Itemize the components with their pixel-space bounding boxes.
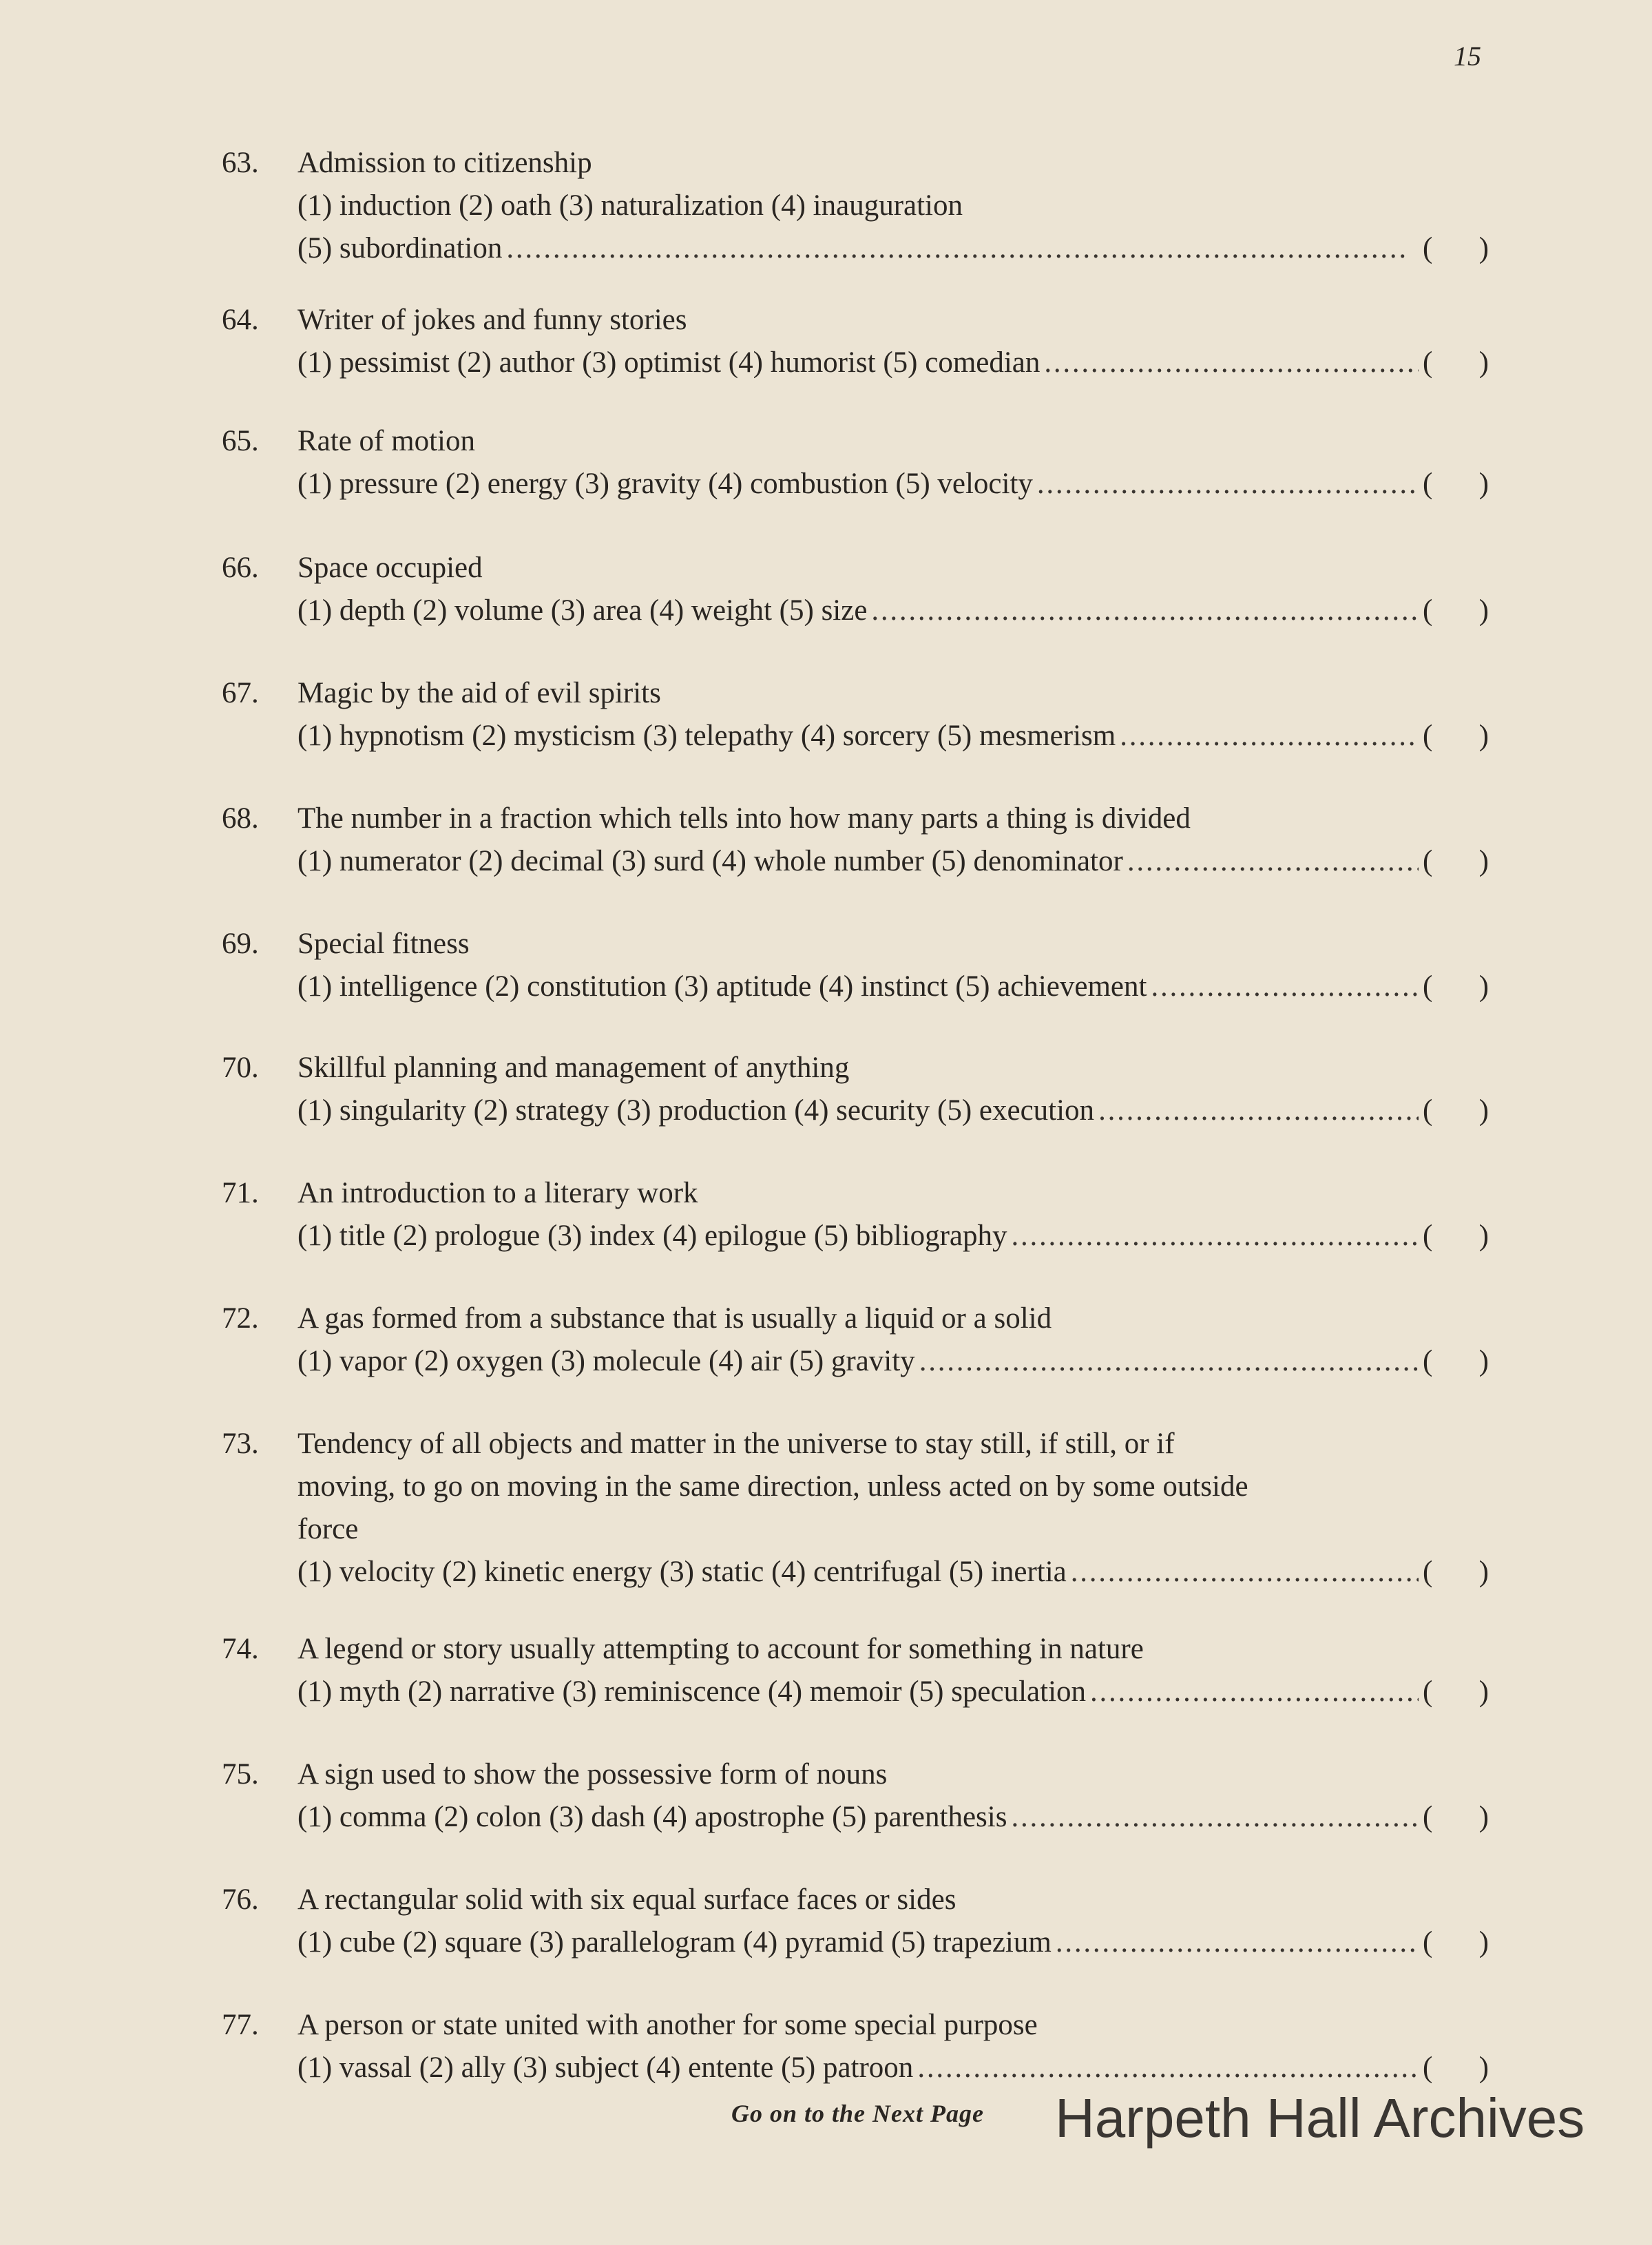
question-prompt: The number in a fraction which tells into how many parts a thing is divided [297,802,1191,835]
question-number: 70. [222,1052,259,1084]
answer-blank[interactable]: ( ) [1423,1220,1489,1252]
answer-blank[interactable]: ( ) [1423,594,1489,627]
question-options: (1) vapor (2) oxygen (3) molecule (4) air (5) gravity [297,1345,915,1377]
answer-blank[interactable]: ( ) [1423,468,1489,500]
answer-blank[interactable]: ( ) [1423,970,1489,1003]
archive-watermark: Harpeth Hall Archives [1055,2087,1585,2149]
question-prompt: Special fitness [297,928,470,960]
dot-leader [917,2047,1419,2089]
question-number: 64. [222,304,259,336]
question-75 [222,1753,1489,1839]
question-76 [222,1879,1489,1964]
question-prompt: moving, to go on moving in the same direction, unless acted on by some outside [297,1470,1248,1503]
question-options: (1) numerator (2) decimal (3) surd (4) whole number (5) denominator [297,845,1123,877]
answer-blank[interactable]: ( ) [1423,845,1489,877]
question-options: (1) comma (2) colon (3) dash (4) apostrophe (5) parenthesis [297,1801,1007,1833]
question-prompt: Tendency of all objects and matter in the universe to stay still, if still, or if [297,1428,1175,1460]
question-65 [222,420,1489,505]
question-number: 73. [222,1428,259,1460]
dot-leader [1120,715,1419,758]
question-number: 71. [222,1177,259,1209]
next-page-instruction: Go on to the Next Page [731,2100,984,2127]
question-number: 74. [222,1633,259,1665]
question-70 [222,1047,1489,1132]
answer-blank[interactable]: ( ) [1423,1556,1489,1588]
question-options: (1) hypnotism (2) mysticism (3) telepathy (4) sorcery (5) mesmerism [297,720,1116,752]
question-prompt: A legend or story usually attempting to account for something in nature [297,1633,1144,1665]
question-prompt: Writer of jokes and funny stories [297,304,687,336]
question-options: (1) pressure (2) energy (3) gravity (4) combustion (5) velocity [297,468,1033,500]
question-options: (1) pessimist (2) author (3) optimist (4) humorist (5) comedian [297,346,1041,379]
question-68 [222,797,1489,883]
question-74 [222,1628,1489,1713]
question-options: (1) velocity (2) kinetic energy (3) static (4) centrifugal (5) inertia [297,1556,1067,1588]
answer-blank[interactable]: ( ) [1423,1094,1489,1127]
question-prompt: Skillful planning and management of anything [297,1052,850,1084]
question-prompt: Space occupied [297,552,483,584]
answer-blank[interactable]: ( ) [1423,2051,1489,2084]
question-number: 67. [222,677,259,709]
question-prompt: A rectangular solid with six equal surface faces or sides [297,1883,956,1916]
page-number: 15 [1454,41,1481,72]
question-number: 68. [222,802,259,835]
question-options: (1) myth (2) narrative (3) reminiscence (4) memoir (5) speculation [297,1675,1087,1708]
dot-leader [1056,1921,1419,1964]
question-66 [222,547,1489,632]
question-number: 69. [222,928,259,960]
question-prompt: Magic by the aid of evil spirits [297,677,661,709]
question-73 [222,1423,1489,1594]
question-options: (1) intelligence (2) constitution (3) aptitude (4) instinct (5) achievement [297,970,1147,1003]
question-64 [222,299,1489,384]
answer-blank[interactable]: ( ) [1423,1345,1489,1377]
dot-leader [1127,840,1419,883]
dot-leader [1071,1551,1419,1594]
dot-leader [1098,1089,1419,1132]
question-options: (1) cube (2) square (3) parallelogram (4) pyramid (5) trapezium [297,1926,1052,1959]
question-number: 72. [222,1302,259,1335]
question-prompt: Rate of motion [297,425,475,457]
question-options: (1) title (2) prologue (3) index (4) epilogue (5) bibliography [297,1220,1007,1252]
answer-blank[interactable]: ( ) [1423,1801,1489,1833]
answer-blank[interactable]: ( ) [1423,232,1489,264]
question-options: (1) vassal (2) ally (3) subject (4) entente (5) patroon [297,2051,914,2084]
question-options: (1) singularity (2) strategy (3) production (4) security (5) execution [297,1094,1095,1127]
question-63 [222,142,1489,270]
answer-blank[interactable]: ( ) [1423,1926,1489,1959]
dot-leader [506,227,1419,270]
question-prompt: An introduction to a literary work [297,1177,698,1209]
question-number: 63. [222,147,259,179]
question-prompt: force [297,1513,359,1545]
question-67 [222,672,1489,758]
answer-blank[interactable]: ( ) [1423,720,1489,752]
question-number: 77. [222,2009,259,2041]
question-number: 75. [222,1758,259,1790]
question-77 [222,2004,1489,2089]
question-options: (1) depth (2) volume (3) area (4) weight (5) size [297,594,868,627]
question-71 [222,1172,1489,1257]
answer-blank[interactable]: ( ) [1423,1675,1489,1708]
question-69 [222,923,1489,1008]
dot-leader [1151,965,1419,1008]
dot-leader [1037,463,1419,505]
question-number: 65. [222,425,259,457]
dot-leader [1090,1671,1419,1713]
dot-leader [871,589,1419,632]
question-prompt: A sign used to show the possessive form of nouns [297,1758,888,1790]
question-prompt: A person or state united with another for some special purpose [297,2009,1038,2041]
question-prompt: A gas formed from a substance that is usually a liquid or a solid [297,1302,1052,1335]
dot-leader [1011,1796,1419,1839]
dot-leader [1012,1215,1419,1257]
dot-leader [1044,342,1419,384]
answer-blank[interactable]: ( ) [1423,346,1489,379]
question-prompt: Admission to citizenship [297,147,592,179]
question-options-part: (1) induction (2) oath (3) naturalization (4) inauguration [297,189,963,222]
question-72 [222,1297,1489,1383]
question-number: 66. [222,552,259,584]
question-options: (5) subordination [297,232,503,264]
question-number: 76. [222,1883,259,1916]
dot-leader [919,1340,1419,1383]
